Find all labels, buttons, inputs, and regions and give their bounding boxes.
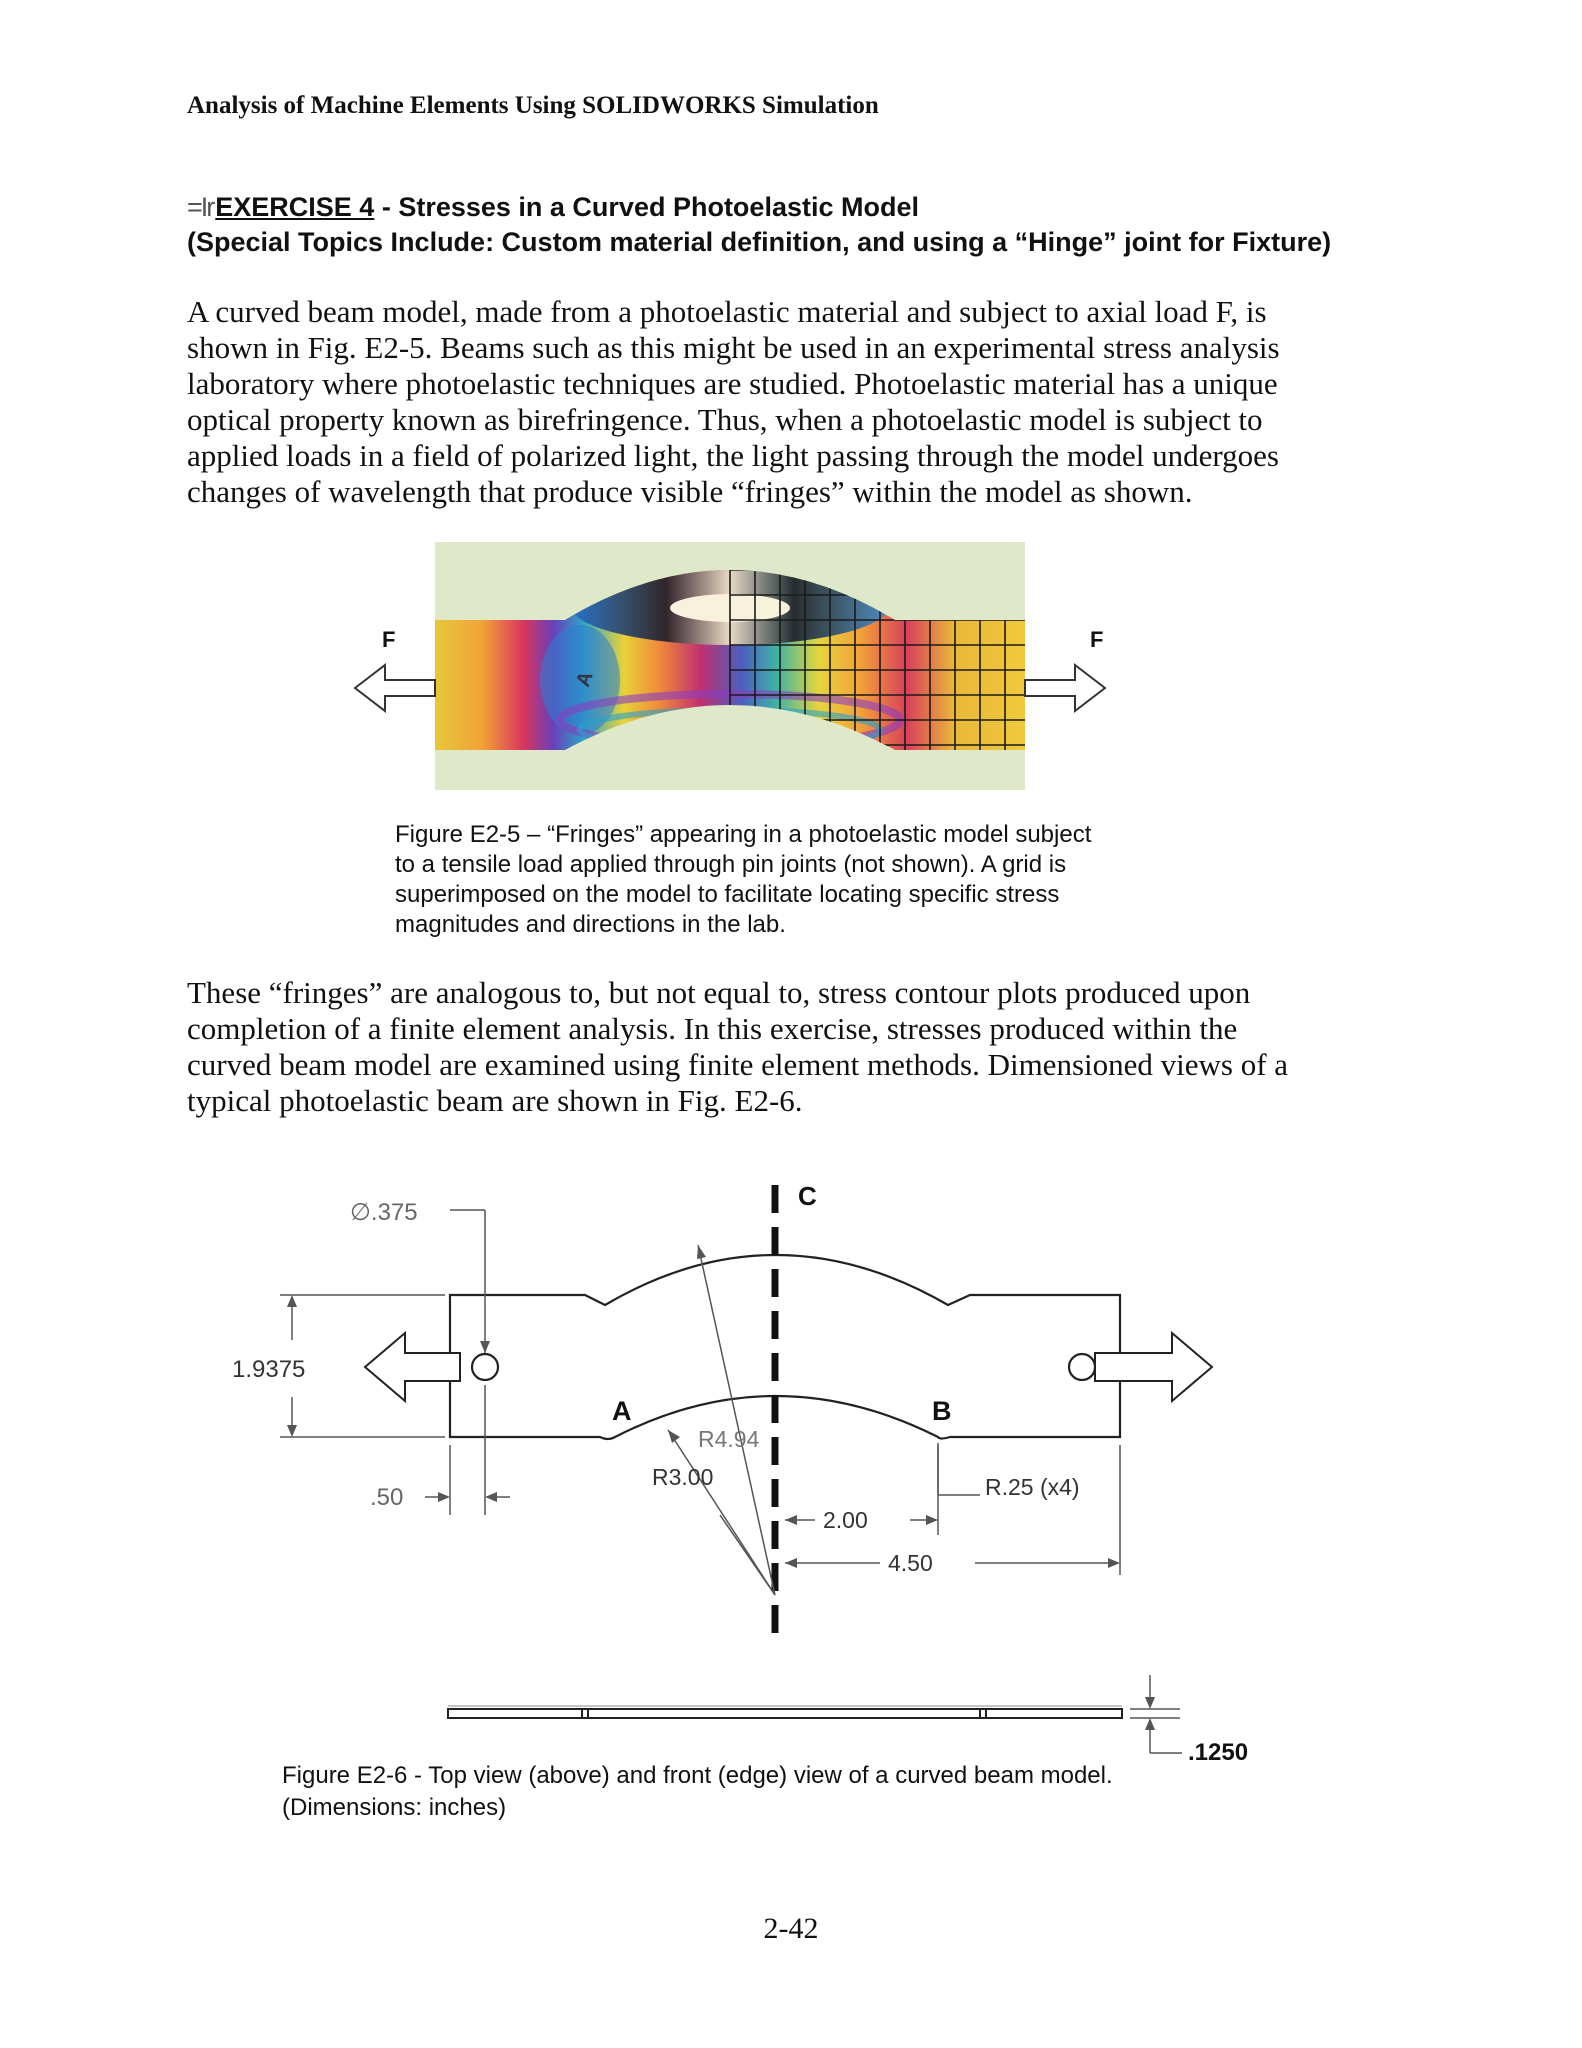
half-length-dim: 4.50 xyxy=(888,1550,933,1576)
fillet-radius-dim: R.25 (x4) xyxy=(985,1474,1080,1500)
photoelastic-figure xyxy=(330,530,1130,800)
dimensioned-drawing xyxy=(220,1175,1300,1765)
centerline-label: C xyxy=(798,1181,817,1211)
photo-point-label: A xyxy=(572,668,598,690)
caption-line-1: Figure E2-6 - Top view (above) and front (edge) view of a curved beam model. xyxy=(282,1762,1113,1789)
thickness-dim: .1250 xyxy=(1188,1739,1249,1765)
height-dim: 1.9375 xyxy=(232,1356,306,1383)
right-force-arrow xyxy=(1025,665,1105,711)
point-b-label: B xyxy=(932,1396,952,1426)
beam-outline xyxy=(450,1255,1120,1439)
second-paragraph: These “fringes” are analogous to, but not equal to, stress contour plots produced upon completion of a finite element analysis. In this exercise, stresses produced within the curved beam model are examined using finite element methods. Dimensioned views of a typical photoelastic beam are shown in Fig. E2-6. xyxy=(187,975,1289,1118)
figure-e2-5-caption: Figure E2-5 – “Fringes” appearing in a photoelastic model subject to a tensile load applied through pin joints (not shown). A grid is superimposed on the model to facilitate locating specific stress magnitudes and directions in the lab. xyxy=(395,821,1092,938)
intro-paragraph: A curved beam model, made from a photoelastic material and subject to axial load F, is shown in Fig. E2-5. Beams such as this might be used in an experimental stress analysis laboratory where photoelastic techniques are studied. Photoelastic material has a unique optical property known as birefringence. Thus, when a photoelastic model is subject to applied loads in a field of polarized light, the light passing through the model undergoes changes of wavelength that produce visible “fringes” within the model as shown. xyxy=(187,294,1280,509)
left-force-arrow xyxy=(355,665,435,711)
exercise-subtitle: (Special Topics Include: Custom material definition, and using a “Hinge” joint for Fixture) xyxy=(187,227,1332,257)
caption-line-2: (Dimensions: inches) xyxy=(282,1794,507,1821)
page-number: 2-42 xyxy=(763,1912,819,1945)
outer-radius-dim: R4.94 xyxy=(698,1426,760,1452)
left-force-label: F xyxy=(382,627,396,652)
hole-offset-dim: .50 xyxy=(370,1484,404,1511)
right-load-arrow xyxy=(1095,1333,1212,1401)
exercise-heading xyxy=(187,190,1337,260)
inner-half-width-dim: 2.00 xyxy=(823,1507,868,1533)
left-load-arrow xyxy=(365,1333,460,1401)
edit-marker: =Ir xyxy=(187,192,214,222)
right-force-label: F xyxy=(1090,627,1104,652)
hole-diameter-dim: ∅.375 xyxy=(350,1199,418,1226)
exercise-title: - Stresses in a Curved Photoelastic Model xyxy=(374,192,919,222)
point-a-label: A xyxy=(612,1396,632,1426)
left-pin-hole xyxy=(472,1354,498,1380)
edge-view xyxy=(448,1709,1122,1718)
running-head: Analysis of Machine Elements Using SOLIDWORKS Simulation xyxy=(187,92,879,119)
figure-e2-6-caption xyxy=(282,1760,1282,1824)
inner-radius-dim: R3.00 xyxy=(652,1464,714,1490)
right-pin-hole xyxy=(1069,1354,1095,1380)
exercise-label: EXERCISE 4 xyxy=(215,192,375,222)
